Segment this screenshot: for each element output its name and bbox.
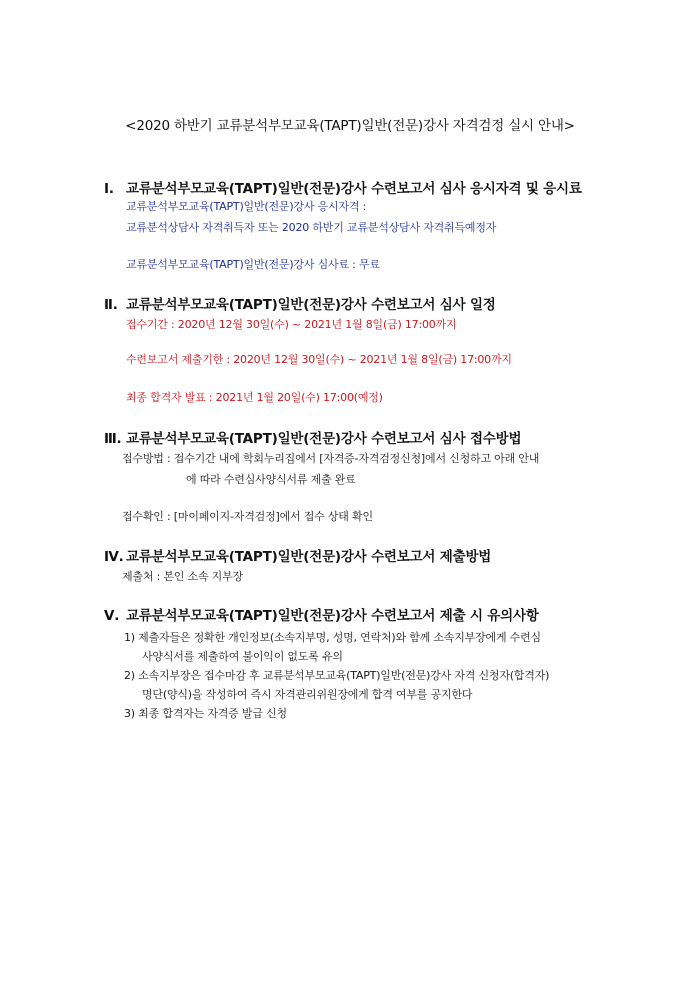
section-2-title: 교류분석부모교육(TAPT)일반(전문)강사 수련보고서 심사 일정 bbox=[126, 297, 496, 313]
section-2-line-1: 접수기간 : 2020년 12월 30일(수) ~ 2021년 1월 8일(금) 17:00까지 bbox=[126, 318, 457, 331]
section-1-title: 교류분석부모교육(TAPT)일반(전문)강사 수련보고서 심사 응시자격 및 응시료 bbox=[126, 181, 582, 197]
section-5-heading bbox=[104, 604, 539, 624]
section-4-heading bbox=[104, 545, 491, 565]
section-5-item-2-line-2: 명단(양식)을 작성하여 즉시 자격관리위원장에게 합격 여부를 공지한다 bbox=[142, 688, 473, 701]
section-2-line-2: 수련보고서 제출기한 : 2020년 12월 30일(수) ~ 2021년 1월 8일(금) 17:00까지 bbox=[126, 353, 512, 366]
document-title: <2020 하반기 교류분석부모교육(TAPT)일반(전문)강사 자격검정 실시 안내> bbox=[125, 118, 575, 134]
section-5-item-3-line-1: 3) 최종 합격자는 자격증 발급 신청 bbox=[124, 707, 287, 720]
section-2-line-3: 최종 합격자 발표 : 2021년 1월 20일(수) 17:00(예정) bbox=[126, 391, 383, 404]
section-4-title: 교류분석부모교육(TAPT)일반(전문)강사 수련보고서 제출방법 bbox=[126, 549, 492, 565]
section-4-line-1: 제출처 : 본인 소속 지부장 bbox=[122, 570, 243, 583]
section-1-line-3: 교류분석부모교육(TAPT)일반(전문)강사 심사료 : 무료 bbox=[126, 258, 380, 271]
section-4-number: Ⅳ. bbox=[104, 549, 124, 565]
section-3-number: Ⅲ. bbox=[104, 431, 122, 447]
section-5-item-2-line-1: 2) 소속지부장은 접수마감 후 교류분석부모교육(TAPT)일반(전문)강사 자격 신청자(합격자) bbox=[124, 669, 550, 682]
section-3-line-2: 에 따라 수련심사양식서류 제출 완료 bbox=[186, 473, 356, 486]
section-1-number: Ⅰ. bbox=[104, 181, 114, 197]
section-5-item-1-line-1: 1) 제출자들은 정확한 개인정보(소속지부명, 성명, 연락처)와 함께 소속지부장에게 수련심 bbox=[124, 631, 541, 644]
section-3-heading bbox=[104, 427, 521, 447]
section-5-number: Ⅴ. bbox=[104, 608, 120, 624]
section-1-heading bbox=[104, 177, 582, 197]
section-1-line-2: 교류분석상담사 자격취득자 또는 2020 하반기 교류분석상담사 자격취득예정자 bbox=[126, 221, 497, 234]
section-3-line-3: 접수확인 : [마이페이지-자격검정]에서 접수 상태 확인 bbox=[122, 510, 373, 523]
section-3-title: 교류분석부모교육(TAPT)일반(전문)강사 수련보고서 심사 접수방법 bbox=[126, 431, 522, 447]
section-5-title: 교류분석부모교육(TAPT)일반(전문)강사 수련보고서 제출 시 유의사항 bbox=[126, 608, 539, 624]
section-5-item-1-line-2: 사양식서를 제출하여 불이익이 없도록 유의 bbox=[142, 650, 343, 663]
section-3-line-1: 접수방법 : 접수기간 내에 학회누리집에서 [자격증-자격검정신청]에서 신청하고 아래 안내 bbox=[122, 452, 540, 465]
section-2-heading bbox=[104, 293, 496, 313]
section-2-number: Ⅱ. bbox=[104, 297, 118, 313]
section-1-line-1: 교류분석부모교육(TAPT)일반(전문)강사 응시자격 : bbox=[126, 200, 367, 213]
